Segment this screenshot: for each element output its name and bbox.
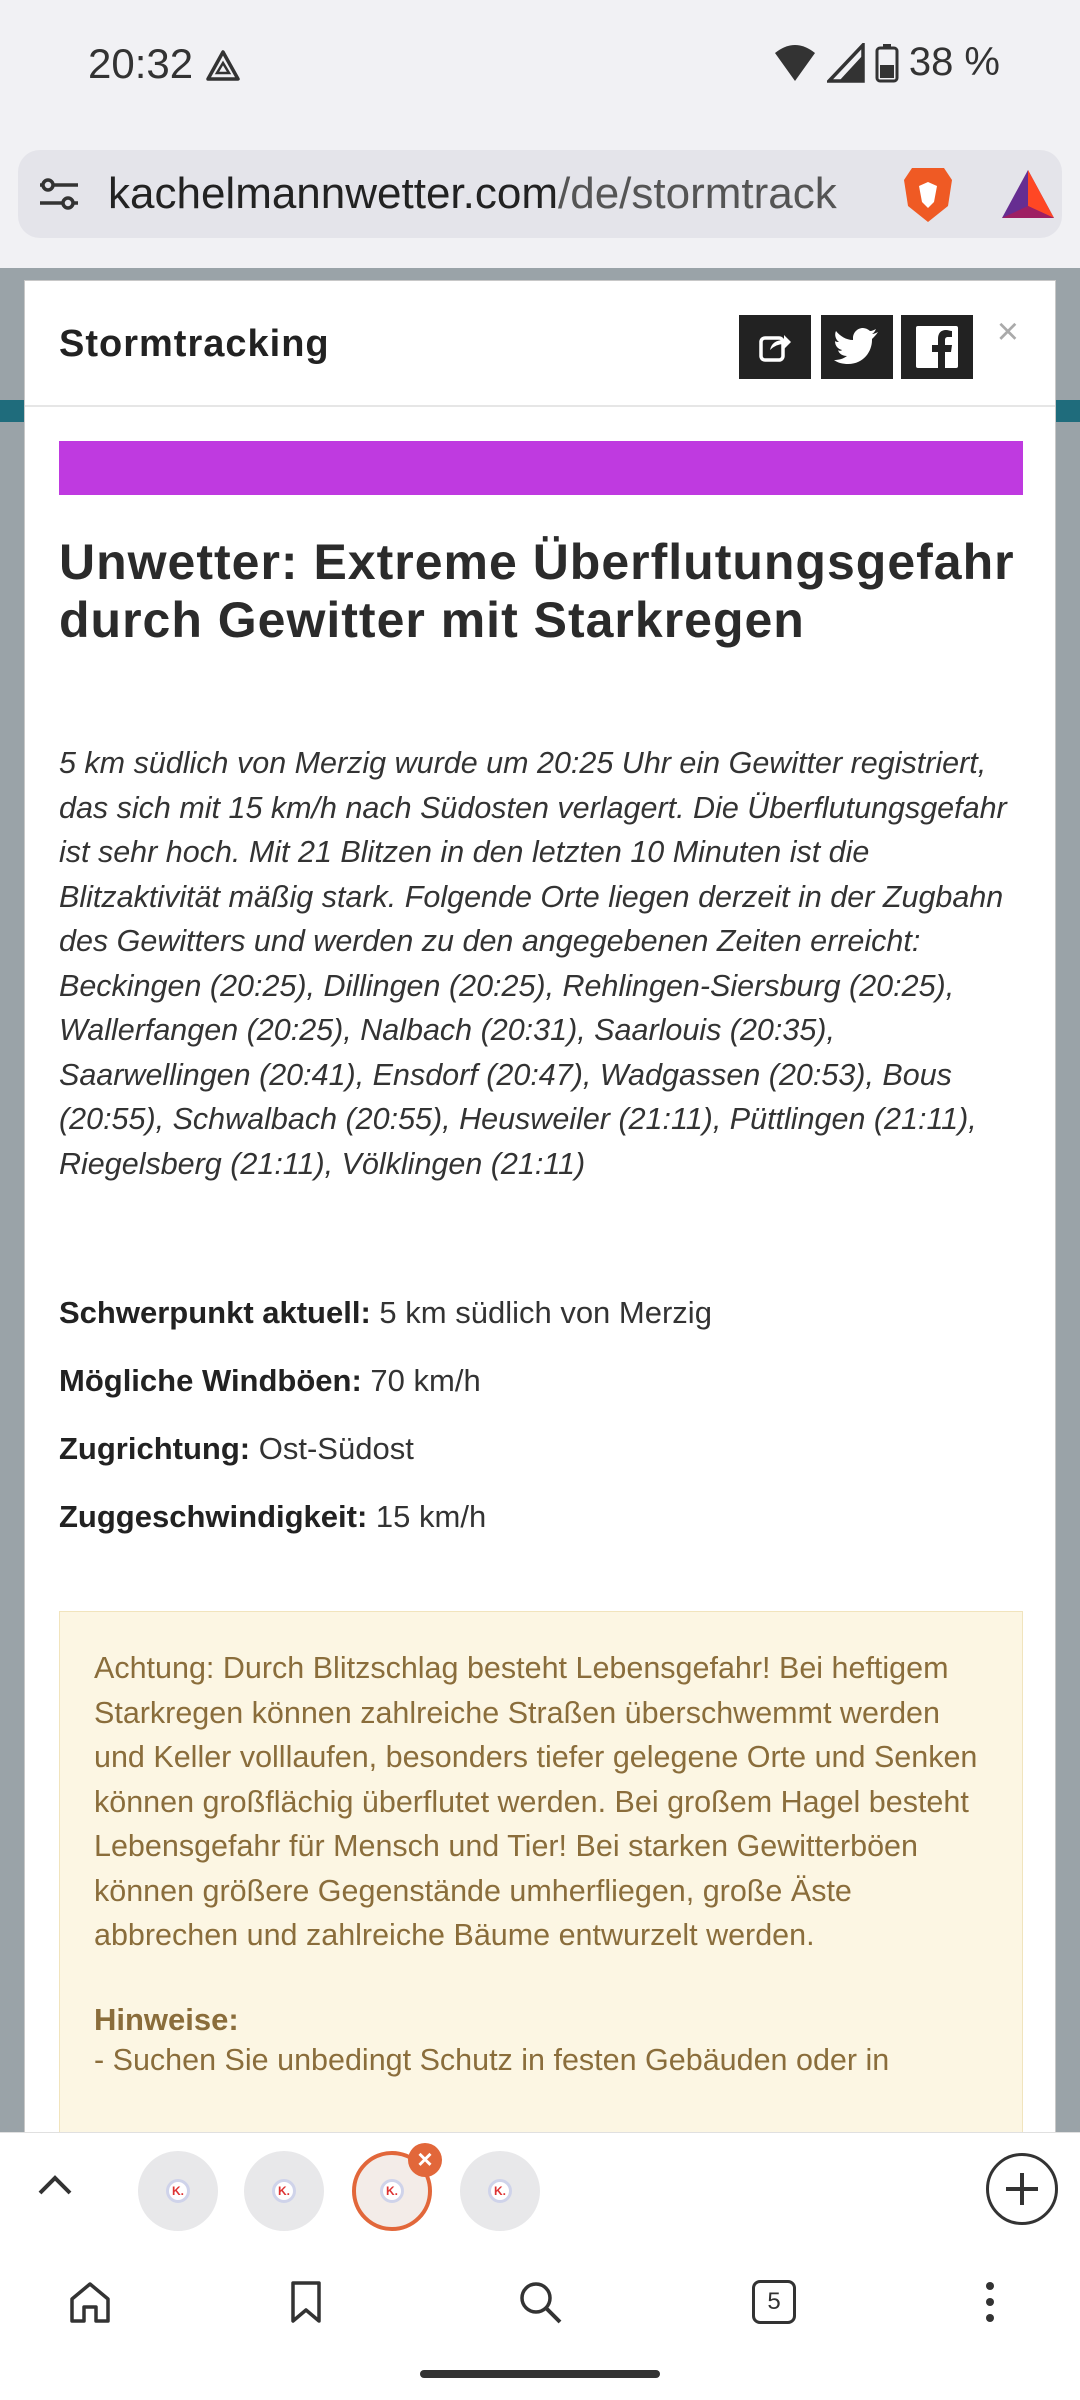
twitter-share-button[interactable] xyxy=(821,315,893,379)
menu-button[interactable] xyxy=(960,2272,1020,2332)
close-tab-icon[interactable]: × xyxy=(408,2143,442,2177)
hints-heading: Hinweise: xyxy=(94,2001,239,2037)
modal-title: Stormtracking xyxy=(59,323,330,365)
stormtracking-modal xyxy=(24,280,1056,2138)
tab-count: 5 xyxy=(752,2280,796,2324)
fact-direction: Zugrichtung: Ost-Südost xyxy=(59,1431,414,1466)
status-bar xyxy=(0,0,1080,130)
active-tab-thumbnail[interactable] xyxy=(352,2144,433,2231)
gesture-bar[interactable] xyxy=(420,2370,660,2378)
tab-strip xyxy=(0,2132,1080,2242)
share-button[interactable] xyxy=(739,315,811,379)
site-settings-icon[interactable] xyxy=(34,169,84,219)
warning-level-bar xyxy=(59,441,1023,495)
fact-center: Schwerpunkt aktuell: 5 km südlich von Merzig xyxy=(59,1295,712,1330)
status-indicators xyxy=(773,40,1000,85)
wifi-icon xyxy=(773,43,817,83)
warning-headline: Unwetter: Extreme Überflutungsgefahr durch Gewitter mit Starkregen xyxy=(59,534,1015,648)
url-text[interactable]: kachelmannwetter.com/de/stormtrack xyxy=(108,169,837,218)
tab-thumbnail[interactable] xyxy=(138,2151,218,2231)
bookmark-icon xyxy=(288,2280,324,2324)
chevron-up-icon[interactable] xyxy=(30,2161,80,2211)
battery-percent: 38 % xyxy=(908,40,1000,84)
home-icon xyxy=(67,2279,113,2325)
brave-shields-icon[interactable] xyxy=(902,164,954,224)
favicon-icon: K. xyxy=(272,2179,296,2203)
more-vert-icon xyxy=(982,2280,998,2324)
tabs-button[interactable] xyxy=(744,2272,804,2332)
fact-speed: Zuggeschwindigkeit: 15 km/h xyxy=(59,1499,487,1534)
plus-icon xyxy=(989,2156,1055,2222)
tab-thumbnail[interactable] xyxy=(460,2151,540,2231)
alert-triangle-icon xyxy=(205,48,241,84)
home-button[interactable] xyxy=(60,2272,120,2332)
bookmarks-button[interactable] xyxy=(276,2272,336,2332)
favicon-icon: K. xyxy=(380,2179,404,2203)
new-tab-button[interactable] xyxy=(986,2153,1058,2225)
share-icon xyxy=(758,330,792,364)
address-bar[interactable] xyxy=(18,150,1062,238)
status-time: 20:32 xyxy=(88,40,194,87)
storm-description: 5 km südlich von Merzig wurde um 20:25 Uhr ein Gewitter registriert, das sich mit 15 km/h nach Südosten verlagert. Die Überflutungsgefahr ist sehr hoch. Mit 21 Blitzen in den letzten 10 Minuten ist die Blitzaktivität mäßig stark. Folgende Orte liegen derzeit in der Zugbahn des Gewitters und werden zu den angegebenen Zeiten erreicht: Beckingen (20:25), Dillingen (20:25), Rehlingen-Siersburg (20:25), Wallerfangen (20:25), Nalbach (20:31), Saarlouis (20:35), Saarwellingen (20:41), Ensdorf (20:47), Wadgassen (20:53), Bous (20:55), Schwalbach (20:55), Heusweiler (21:11), Püttlingen (21:11), Riegelsberg (21:11), Völklingen (21:11) xyxy=(59,746,1007,1181)
danger-notice xyxy=(59,1611,1023,2138)
modal-header xyxy=(25,281,1055,407)
bottom-navigation xyxy=(0,2242,1080,2400)
tab-thumbnail[interactable] xyxy=(244,2151,324,2231)
favicon-icon: K. xyxy=(166,2179,190,2203)
fact-gusts: Mögliche Windböen: 70 km/h xyxy=(59,1363,481,1398)
hint-item: - Suchen Sie unbedingt Schutz in festen Gebäuden oder in xyxy=(94,2042,890,2077)
search-button[interactable] xyxy=(510,2272,570,2332)
storm-facts xyxy=(59,1291,1023,1563)
facebook-icon xyxy=(915,325,959,369)
close-button[interactable]: × xyxy=(996,311,1019,353)
search-icon xyxy=(516,2278,564,2326)
rewards-triangle-icon[interactable] xyxy=(1000,168,1056,220)
danger-text: Achtung: Durch Blitzschlag besteht Lebensgefahr! Bei heftigem Starkregen können zahlreiche Straßen überschwemmt werden und Keller volllaufen, besonders tiefer gelegene Orte und Senken können großflächig überflutet werden. Bei großem Hagel besteht Lebensgefahr für Mensch und Tier! Bei starken Gewitterböen können größere Gegenstände umherfliegen, große Äste abbrechen und zahlreiche Bäume entwurzelt werden. xyxy=(94,1651,978,1952)
signal-icon xyxy=(827,43,865,83)
facebook-share-button[interactable] xyxy=(901,315,973,379)
favicon-icon: K. xyxy=(488,2179,512,2203)
battery-icon xyxy=(875,43,899,83)
twitter-icon xyxy=(834,327,880,367)
